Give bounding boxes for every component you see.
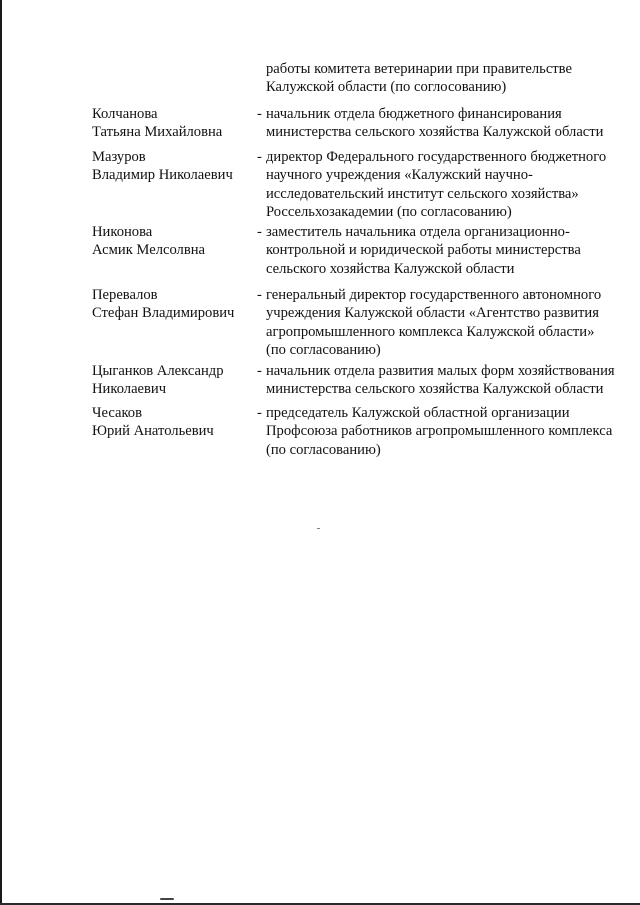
scan-edge-left [0,0,2,905]
name-line: Юрий Анатольевич [92,423,214,440]
scan-speck [317,528,320,529]
name-line: Владимир Николаевич [92,167,233,184]
entry-dash: - [257,106,262,122]
role-line: председатель Калужской областной организации [266,405,570,421]
role-line: начальник отдела бюджетного финансирования [266,106,562,122]
role-line: учреждения Калужской области «Агентство развития [266,305,599,322]
member-name [92,105,252,142]
member-role [266,362,616,399]
member-role [266,404,616,459]
role-line: министерства сельского хозяйства Калужской области [266,381,604,398]
role-line: министерства сельского хозяйства Калужской области [266,124,604,141]
entry-dash: - [257,149,262,165]
scan-speck [160,898,174,900]
member-role [266,223,616,278]
name-line: Цыганков Александр [92,363,224,379]
member-role [266,286,616,360]
member-name [92,223,252,260]
role-line: научного учреждения «Калужский научно- [266,167,533,184]
member-name [92,404,252,441]
role-line: генеральный директор государственного автономного [266,287,602,303]
entry-dash: - [257,363,262,379]
role-line: Профсоюза работников агропромышленного комплекса [266,423,613,440]
member-name [92,362,252,399]
member-role [266,148,616,222]
member-name [92,286,252,323]
entry-dash: - [257,224,262,240]
role-line: директор Федерального государственного бюджетного [266,149,607,165]
role-line: сельского хозяйства Калужской области [266,260,515,277]
role-line: исследовательский институт сельского хозяйства» [266,185,579,202]
member-name [92,148,252,185]
name-line: Перевалов [92,287,158,303]
name-line: Асмик Мелсолвна [92,242,206,259]
name-line: Николаевич [92,381,167,398]
member-role [266,105,616,142]
continuation-text [266,60,616,97]
role-line: контрольной и юридической работы министерства [266,242,581,259]
continuation-line: работы комитета ветеринарии при правительстве [266,61,572,77]
continuation-line: Калужской области (по соглосованию) [266,79,507,96]
role-line: (по согласованию) [266,441,381,458]
role-line: (по согласованию) [266,342,381,359]
role-line: начальник отдела развития малых форм хозяйствования [266,363,615,379]
entry-dash: - [257,287,262,303]
role-line: заместитель начальника отдела организационно- [266,224,570,240]
name-line: Чесаков [92,405,142,421]
name-line: Татьяна Михайловна [92,124,223,141]
name-line: Колчанова [92,106,158,122]
name-line: Никонова [92,224,153,240]
role-line: агропромышленного комплекса Калужской области» [266,323,595,340]
name-line: Мазуров [92,149,146,165]
role-line: Россельхозакадемии (по согласованию) [266,204,512,221]
entry-dash: - [257,405,262,421]
name-line: Стефан Владимирович [92,305,235,322]
